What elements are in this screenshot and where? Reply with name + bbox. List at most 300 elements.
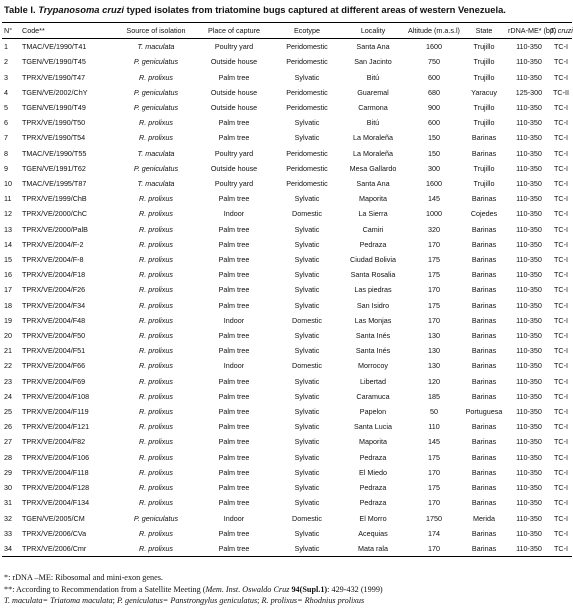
cell-rdna: 110-350 [516,224,542,234]
table-row [2,328,572,343]
cell-place: Outside house [210,57,258,67]
cell-ecotype: Peridomestic [286,179,328,189]
cell-state: Barinas [471,285,497,295]
cell-tcruzi: TC-I [554,483,568,493]
cell-state: Barinas [471,239,497,249]
cell-source: R. prolixus [139,331,173,341]
cell-source: R. prolixus [139,407,173,417]
caption-label: Table I. [4,4,36,15]
table-row [2,115,572,130]
cell-ecotype: Sylvatic [294,255,320,265]
cell-source: P. geniculatus [133,87,179,97]
cell-state: Trujillo [473,118,495,128]
caption-text: typed isolates from triatomine bugs captured at different areas of western Venezuela. [126,4,506,15]
cell-code: TPRX/VE/2006/CVa [22,528,87,538]
cell-altitude: 185 [428,391,440,401]
cell-number: 24 [4,391,12,401]
cell-altitude: 680 [428,87,440,97]
cell-state: Trujillo [473,72,495,82]
table-row [2,252,572,267]
cell-tcruzi: TC-I [554,163,568,173]
cell-locality: Bitú [366,72,380,82]
table-row [2,358,572,373]
cell-ecotype: Sylvatic [294,118,320,128]
cell-state: Barinas [471,255,497,265]
cell-state: Barinas [471,528,497,538]
cell-altitude: 1600 [426,42,442,52]
cell-altitude: 300 [428,163,440,173]
cell-ecotype: Sylvatic [294,467,320,477]
cell-state: Barinas [471,346,497,356]
cell-rdna: 110-350 [516,270,542,280]
cell-code: TPRX/VE/2004/F69 [22,376,86,386]
cell-number: 4 [4,87,8,97]
cell-locality: Santa Inés [355,346,391,356]
cell-tcruzi: TC-I [554,285,568,295]
cell-tcruzi: TC-I [554,224,568,234]
cell-locality: Caramuca [356,391,390,401]
cell-place: Palm tree [218,467,250,477]
cell-code: TMAC/VE/1990/T41 [22,42,87,52]
cell-place: Indoor [223,209,245,219]
cell-locality: Pedraza [359,483,387,493]
cell-code: TPRX/VE/2000/ChC [22,209,88,219]
species-full-2: = Panstrongylus geniculatus [162,596,258,605]
footnote-code [4,584,569,596]
cell-source: R. prolixus [139,391,173,401]
cell-source: P. geniculatus [133,163,179,173]
header-code: Code** [22,23,120,39]
cell-state: Barinas [471,361,497,371]
cell-state: Merida [473,513,495,523]
cell-ecotype: Sylvatic [294,452,320,462]
cell-source: R. prolixus [139,498,173,508]
cell-tcruzi: TC-I [554,346,568,356]
cell-place: Palm tree [218,285,250,295]
footnote-rdna: *: rDNA –ME: Ribosomal and mini-exon genes. [4,573,163,582]
cell-number: 5 [4,103,8,113]
cell-source: R. prolixus [139,300,173,310]
cell-altitude: 130 [428,346,440,356]
cell-rdna: 110-350 [516,315,542,325]
cell-source: R. prolixus [139,315,173,325]
cell-place: Poultry yard [214,42,254,52]
cell-code: TPRX/VE/1999/ChB [22,194,87,204]
cell-ecotype: Domestic [292,513,322,523]
cell-altitude: 175 [428,452,440,462]
cell-locality: Pedraza [359,498,387,508]
cell-ecotype: Sylvatic [294,194,320,204]
cell-rdna: 110-350 [516,513,542,523]
cell-place: Outside house [210,163,258,173]
cell-ecotype: Peridomestic [286,42,328,52]
isolates-table [2,22,572,557]
cell-code: TPRX/VE/2004/F48 [22,315,86,325]
footnotes [4,572,569,607]
cell-rdna: 110-350 [516,391,542,401]
cell-source: R. prolixus [139,452,173,462]
footnote-species: T. maculata= Triatoma maculata; P. geniculatus= Panstrongylus geniculatus; R. prolixus= Rhodnius prolixus [4,596,365,605]
cell-code: TPRX/VE/2004/F50 [22,331,86,341]
cell-code: TPRX/VE/2004/F82 [22,437,86,447]
cell-source: R. prolixus [139,255,173,265]
cell-place: Palm tree [218,118,250,128]
cell-code: TPRX/VE/2004/F-2 [22,239,84,249]
cell-source: R. prolixus [139,209,173,219]
cell-code: TPRX/VE/2004/F26 [22,285,86,295]
cell-state: Barinas [471,315,497,325]
species-abbrev-1: T. maculata [4,596,43,605]
cell-number: 34 [2,541,22,557]
cell-state: Barinas [471,498,497,508]
cell-locality: Santa Ana [356,42,390,52]
cell-code: TGEN/VE/1990/T45 [22,57,86,67]
cell-source: R. prolixus [120,541,192,557]
cell-ecotype: Sylvatic [294,498,320,508]
cell-number: 12 [4,209,12,219]
cell-number: 19 [4,315,12,325]
table-row [2,100,572,115]
cell-tcruzi: TC-I [554,513,568,523]
cell-number: 30 [4,483,12,493]
cell-tcruzi: TC-I [554,179,568,189]
cell-state: Trujillo [473,57,495,67]
species-full-3: = Rhodnius prolixus [297,596,365,605]
cell-source: R. prolixus [139,118,173,128]
cell-number: 17 [4,285,12,295]
table-row [2,70,572,85]
cell-code: TMAC/VE/1990/T55 [22,148,87,158]
cell-rdna: 110-350 [516,467,542,477]
cell-source: R. prolixus [139,437,173,447]
cell-code: TPRX/VE/2000/PalB [22,224,88,234]
cell-rdna: 110-350 [508,541,550,557]
cell-locality: Papelon [359,407,387,417]
cell-ecotype: Sylvatic [294,528,320,538]
cell-source: R. prolixus [139,528,173,538]
cell-place: Palm tree [218,391,250,401]
cell-altitude: 900 [428,103,440,113]
cell-locality: Carmona [358,103,388,113]
cell-number: 13 [4,224,12,234]
cell-source: R. prolixus [139,239,173,249]
cell-code: TMAC/VE/1995/T87 [22,179,87,189]
cell-rdna: 110-350 [516,179,542,189]
cell-state: Barinas [471,467,497,477]
cell-number: 18 [4,300,12,310]
species-full-1: = Triatoma maculata [42,596,113,605]
cell-ecotype: Sylvatic [294,300,320,310]
cell-locality: El Morro [359,513,387,523]
cell-altitude: 175 [428,483,440,493]
cell-tcruzi: TC-I [554,42,568,52]
cell-source: P. geniculatus [133,103,179,113]
cell-rdna: 110-350 [516,376,542,386]
cell-altitude: 110 [428,422,440,432]
cell-rdna: 110-350 [516,133,542,143]
header-state: State [460,23,508,39]
cell-tcruzi: TC-I [554,300,568,310]
cell-place: Palm tree [192,541,276,557]
cell-altitude: 170 [428,467,440,477]
cell-ecotype: Sylvatic [294,376,320,386]
cell-ecotype: Peridomestic [286,57,328,67]
table-row [2,130,572,145]
cell-altitude: 170 [428,315,440,325]
cell-rdna: 110-350 [516,57,542,67]
table-row [2,526,572,541]
cell-ecotype: Peridomestic [286,163,328,173]
cell-altitude: 600 [428,72,440,82]
cell-place: Palm tree [218,346,250,356]
cell-rdna: 110-350 [516,407,542,417]
cell-code: TPRX/VE/2004/F34 [22,300,86,310]
cell-number: 20 [4,331,12,341]
cell-state: Barinas [471,270,497,280]
cell-altitude: 130 [428,331,440,341]
cell-locality: Santa Inés [355,331,391,341]
table-row [2,282,572,297]
cell-ecotype: Peridomestic [286,87,328,97]
cell-place: Palm tree [218,331,250,341]
cell-place: Palm tree [218,270,250,280]
table-row [2,495,572,510]
cell-place: Palm tree [218,224,250,234]
cell-place: Outside house [210,103,258,113]
table-row [2,176,572,191]
cell-code: TGEN/VE/2005/CM [22,513,85,523]
cell-altitude: 145 [428,194,440,204]
cell-locality: Bitú [366,118,380,128]
cell-rdna: 110-350 [516,300,542,310]
header-number: N° [2,23,22,39]
footnote-code-prefix: **: According to Recommendation from a Satellite Meeting ( [4,584,206,594]
cell-source: R. prolixus [139,270,173,280]
cell-tcruzi: TC-I [554,407,568,417]
table-row [2,313,572,328]
cell-code: TPRX/VE/2004/F-8 [22,255,84,265]
cell-altitude: 170 [428,285,440,295]
cell-rdna: 110-350 [516,483,542,493]
cell-code: TPRX/VE/2004/F18 [22,270,86,280]
cell-state: Barinas [471,376,497,386]
cell-number: 6 [4,118,8,128]
cell-place: Indoor [223,361,245,371]
cell-ecotype: Sylvatic [294,422,320,432]
footnote-volume: 94(Supl.1) [291,584,328,594]
cell-place: Palm tree [218,437,250,447]
cell-place: Poultry yard [214,179,254,189]
cell-state: Barinas [471,437,497,447]
table-row [2,191,572,206]
cell-place: Palm tree [218,133,250,143]
cell-altitude: 50 [430,407,438,417]
table-row [2,343,572,358]
cell-ecotype: Peridomestic [286,103,328,113]
cell-source: R. prolixus [139,224,173,234]
cell-altitude: 1000 [426,209,442,219]
cell-source: R. prolixus [139,194,173,204]
cell-altitude: 170 [428,498,440,508]
cell-altitude: 320 [428,224,440,234]
cell-rdna: 110-350 [516,239,542,249]
cell-source: R. prolixus [139,467,173,477]
header-tcruzi [550,23,572,39]
cell-rdna: 110-350 [516,361,542,371]
header-ecotype: Ecotype [276,23,338,39]
cell-altitude: 170 [428,239,440,249]
cell-state: Barinas [460,541,508,557]
cell-tcruzi: TC-I [554,118,568,128]
cell-ecotype: Peridomestic [286,148,328,158]
cell-tcruzi: TC-I [554,498,568,508]
cell-place: Outside house [210,87,258,97]
cell-number: 23 [4,376,12,386]
cell-code: TGEN/VE/1990/T49 [22,103,86,113]
cell-number: 3 [4,72,8,82]
cell-ecotype: Sylvatic [294,483,320,493]
cell-tcruzi: TC-I [554,270,568,280]
cell-locality: La Sierra [358,209,388,219]
cell-state: Barinas [471,133,497,143]
cell-altitude: 175 [428,270,440,280]
cell-locality: La Moraleña [353,133,393,143]
cell-ecotype: Sylvatic [276,541,338,557]
cell-place: Palm tree [218,376,250,386]
cell-number: 15 [4,255,12,265]
cell-state: Barinas [471,422,497,432]
cell-number: 25 [4,407,12,417]
cell-tcruzi: TC-I [554,422,568,432]
footnote-journal: Mem. Inst. Oswaldo Cruz [205,584,290,594]
cell-source: R. prolixus [139,285,173,295]
cell-place: Indoor [223,513,245,523]
cell-number: 32 [4,513,12,523]
cell-rdna: 110-350 [516,528,542,538]
cell-number: 29 [4,467,12,477]
table-row [2,298,572,313]
cell-code: TPRX/VE/2004/F121 [22,422,90,432]
table-row [2,389,572,404]
cell-state: Barinas [471,300,497,310]
cell-locality: San Jacinto [354,57,392,67]
cell-locality: Ciudad Bolivia [350,255,396,265]
cell-place: Palm tree [218,422,250,432]
cell-place: Palm tree [218,483,250,493]
cell-ecotype: Sylvatic [294,391,320,401]
cell-code: TPRX/VE/1990/T54 [22,133,86,143]
cell-locality: Maporita [359,437,387,447]
cell-rdna: 110-350 [516,255,542,265]
table-row [2,146,572,161]
cell-ecotype: Sylvatic [294,437,320,447]
cell-tcruzi: TC-I [554,315,568,325]
cell-state: Trujillo [473,163,495,173]
cell-rdna: 110-350 [516,148,542,158]
cell-tcruzi: TC-I [554,103,568,113]
cell-tcruzi: TC-II [553,87,569,97]
table-row [2,222,572,237]
cell-ecotype: Sylvatic [294,72,320,82]
cell-place: Poultry yard [214,148,254,158]
cell-altitude: 175 [428,255,440,265]
cell-locality: La Moraleña [353,148,393,158]
cell-state: Cojedes [470,209,498,219]
cell-source: T. maculata [137,42,175,52]
cell-place: Palm tree [218,255,250,265]
cell-locality: Morrocoy [358,361,388,371]
footnote-code-suffix: : 429-432 (1999) [327,584,383,594]
cell-ecotype: Sylvatic [294,133,320,143]
cell-source: R. prolixus [139,133,173,143]
cell-altitude: 175 [428,300,440,310]
cell-code: TPRX/VE/2004/F106 [22,452,90,462]
table-row [2,206,572,221]
cell-rdna: 110-350 [516,437,542,447]
cell-number: 31 [4,498,12,508]
cell-number: 21 [4,346,12,356]
cell-state: Barinas [471,148,497,158]
cell-place: Palm tree [218,407,250,417]
table-row [2,465,572,480]
cell-altitude: 1750 [426,513,442,523]
cell-rdna: 110-350 [516,118,542,128]
table-header-row [2,23,572,39]
cell-code: TPRX/VE/2004/F128 [22,483,90,493]
cell-number: 7 [4,133,8,143]
cell-source: T. maculata [137,179,175,189]
table-row [2,39,572,55]
cell-ecotype: Sylvatic [294,224,320,234]
caption-species: Trypanosoma cruzi [38,4,125,15]
cell-tcruzi: TC-I [554,57,568,67]
cell-ecotype: Sylvatic [294,331,320,341]
cell-tcruzi: TC-I [550,541,572,557]
table-row [2,54,572,69]
cell-locality: Mata rala [338,541,408,557]
cell-ecotype: Sylvatic [294,346,320,356]
cell-number: 2 [4,57,8,67]
cell-state: Barinas [471,391,497,401]
cell-altitude: 150 [428,148,440,158]
cell-state: Barinas [471,331,497,341]
cell-state: Barinas [471,452,497,462]
table-row [2,267,572,282]
cell-number: 27 [4,437,12,447]
cell-place: Palm tree [218,452,250,462]
cell-source: R. prolixus [139,72,173,82]
cell-tcruzi: TC-I [554,148,568,158]
cell-number: 11 [4,194,12,204]
table-row [2,480,572,495]
cell-place: Palm tree [218,300,250,310]
table-row [2,404,572,419]
cell-ecotype: Sylvatic [294,270,320,280]
cell-ecotype: Sylvatic [294,285,320,295]
cell-altitude: 130 [428,361,440,371]
table-row [2,450,572,465]
cell-code: TPRX/VE/2006/Cmr [22,541,120,557]
cell-rdna: 110-350 [516,163,542,173]
cell-state: Barinas [471,194,497,204]
cell-number: 16 [4,270,12,280]
table-body [2,39,572,557]
cell-state: Trujillo [473,42,495,52]
cell-place: Palm tree [218,239,250,249]
cell-tcruzi: TC-I [554,133,568,143]
table-row [2,374,572,389]
cell-source: R. prolixus [139,376,173,386]
